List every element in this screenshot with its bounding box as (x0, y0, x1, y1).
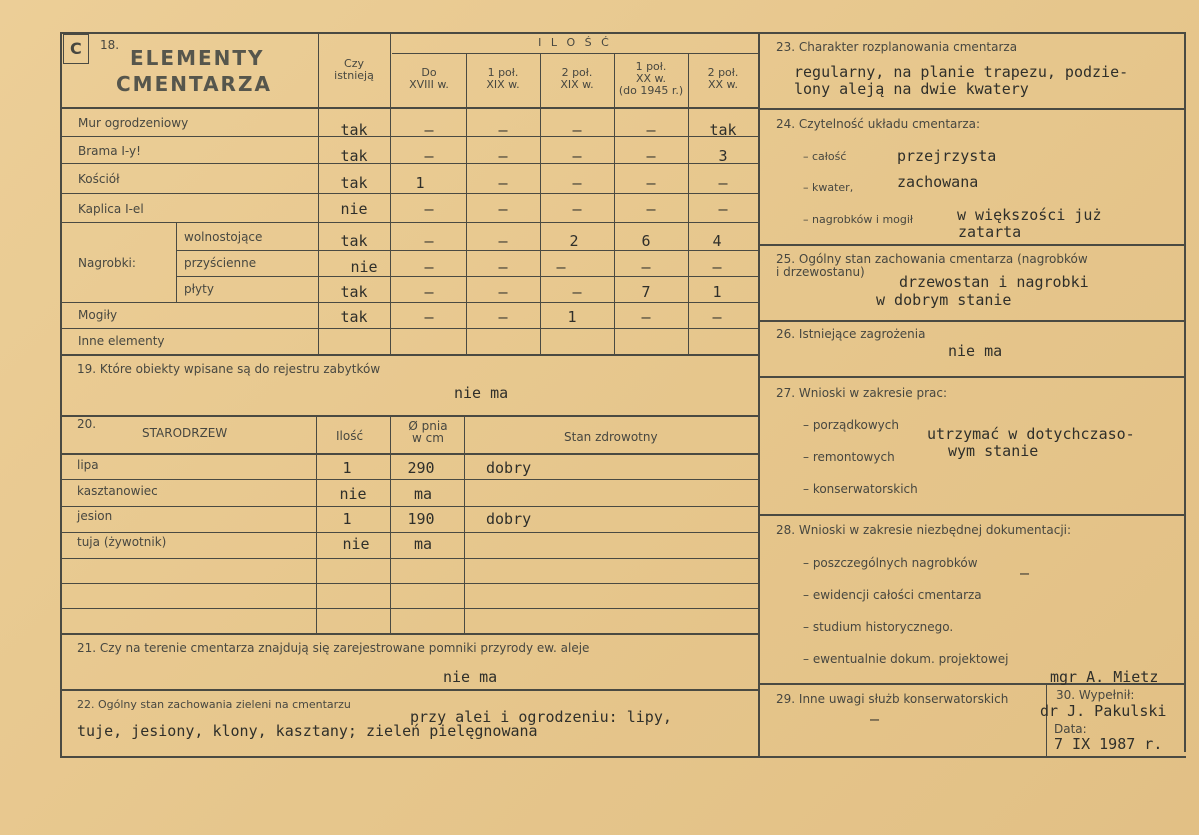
s26-bottom (758, 376, 1186, 378)
cell-value: – (646, 121, 656, 139)
row-label-wolnostojace: wolnostojące (184, 230, 263, 244)
s19-label: 19. Które obiekty wpisane są do rejestru zabytków (77, 362, 381, 376)
tree-name: jesion (77, 509, 113, 523)
tree-diam: ma (413, 485, 433, 503)
s27-value-1: utrzymać w dotychczaso- (927, 425, 1135, 443)
s20-col-ilosc: Ilość (336, 429, 364, 443)
s20-title: STARODRZEW (142, 426, 228, 440)
row-label-inne: Inne elementy (78, 334, 165, 348)
s30-date-label: Data: (1054, 722, 1087, 736)
cell-value: – (424, 200, 434, 218)
cell-exists: tak (340, 283, 368, 301)
s27-item: – remontowych (803, 450, 895, 464)
cell-exists: tak (340, 121, 368, 139)
s20-number: 20. (77, 417, 97, 431)
cell-exists: tak (340, 308, 368, 326)
s20-header-bottom (60, 453, 758, 455)
s20-row-line (60, 558, 758, 559)
tree-name: lipa (77, 458, 99, 472)
cell-value: 2 (569, 232, 579, 250)
s27-item: – konserwatorskich (803, 482, 918, 496)
section-18-title-2: CMENTARZA (116, 72, 272, 96)
cell-value: – (641, 258, 651, 276)
cell-value: – (424, 232, 434, 250)
s24-bottom (758, 244, 1186, 246)
tree-qty: nie (339, 485, 367, 503)
s27-bottom (758, 514, 1186, 516)
cell-value: – (712, 258, 722, 276)
cell-value: – (572, 147, 582, 165)
s24-item-label: – kwater, (803, 181, 854, 194)
cell-value: 4 (712, 232, 722, 250)
frame-right (1184, 32, 1186, 752)
cell-value: – (424, 121, 434, 139)
cell-value: – (424, 283, 434, 301)
row-label-kosciol: Kościół (78, 172, 120, 186)
cell-value: – (424, 147, 434, 165)
cell-value: 1 (712, 283, 722, 301)
row-label-nagrobki: Nagrobki: (78, 256, 136, 270)
cell-value: – (712, 308, 722, 326)
row-label-mur: Mur ogrodzeniowy (78, 116, 189, 130)
s22-value-1: przy alei i ogrodzeniu: lipy, (410, 708, 672, 726)
section-18-title-1: ELEMENTY (130, 46, 265, 70)
cell-value: – (646, 200, 656, 218)
s20-row-line (60, 608, 758, 609)
cell-exists: tak (340, 174, 368, 192)
s27-item: – porządkowych (803, 418, 899, 432)
tree-name: kasztanowiec (77, 484, 158, 498)
row-line (60, 193, 758, 194)
s23-label: 23. Charakter rozplanowania cmentarza (776, 40, 1018, 54)
s30-name-2: dr J. Pakulski (1040, 702, 1167, 720)
s21-label: 21. Czy na terenie cmentarza znajdują się zarejestrowane pomniki przyrody ew. aleje (77, 641, 590, 655)
s22-value-2: tuje, jesiony, klony, kasztany; zieleń pielęgnowana (77, 722, 538, 740)
cell-exists: tak (340, 147, 368, 165)
s28-item: – studium historycznego. (803, 620, 954, 634)
period-2: 1 poł. XIX w. (486, 66, 520, 91)
nagrobki-sub-line (176, 222, 177, 302)
frame-middle (758, 32, 760, 758)
cell-value: – (498, 258, 508, 276)
s20-col-line (464, 415, 465, 634)
cell-value: – (718, 174, 728, 192)
s24-item-label: – całość (803, 150, 847, 163)
period-1: Do XVIII w. (409, 66, 449, 91)
s27-value-2: wym stanie (948, 442, 1039, 460)
s20-row-line (60, 532, 758, 533)
frame-left (60, 32, 62, 758)
row-line (176, 250, 758, 251)
cell-value: – (424, 258, 434, 276)
s29-label: 29. Inne uwagi służb konserwatorskich (776, 692, 1009, 706)
cell-exists: tak (340, 232, 368, 250)
s21-value: nie ma (443, 668, 498, 686)
s26-value: nie ma (948, 342, 1003, 360)
cell-value: – (572, 174, 582, 192)
s25-label-2: i drzewostanu) (776, 265, 865, 279)
cell-value: – (718, 200, 728, 218)
s22-label: 22. Ogólny stan zachowania zieleni na cmentarzu (77, 698, 351, 711)
row-label-plyty: płyty (184, 282, 214, 296)
s25-bottom (758, 320, 1186, 322)
cell-value: – (498, 232, 508, 250)
s25-label-1: 25. Ogólny stan zachowania cmentarza (nagrobków (776, 252, 1088, 266)
s20-row-line (60, 583, 758, 584)
row-line (176, 276, 758, 277)
row-label-mogily: Mogiły (78, 308, 118, 322)
s25-value-2: w dobrym stanie (876, 291, 1012, 309)
cell-value: – (572, 283, 582, 301)
period-5: 2 poł. XX w. (707, 66, 739, 91)
cell-value: 3 (718, 147, 728, 165)
cell-value: 1 (567, 308, 577, 326)
col-czy-istnieja: Czy istnieją (334, 57, 374, 82)
s21-bottom (60, 689, 758, 691)
s20-bottom (60, 633, 758, 635)
cell-value: – (556, 258, 566, 276)
section-18-number: 18. (100, 38, 120, 52)
s30-name-1: mgr A. Mietz (1050, 668, 1159, 686)
s30-date: 7 IX 1987 r. (1054, 735, 1163, 753)
cell-exists: nie (340, 200, 368, 218)
s24-value-extra: zatarta (958, 223, 1022, 241)
cell-value: – (498, 283, 508, 301)
cell-value: – (572, 121, 582, 139)
s24-label: 24. Czytelność układu cmentarza: (776, 117, 981, 131)
cell-value: – (572, 200, 582, 218)
s28-item: – poszczególnych nagrobków (803, 556, 978, 570)
header-bottom-line (60, 107, 758, 109)
s20-row-line (60, 479, 758, 480)
period-3: 2 poł. XIX w. (560, 66, 594, 91)
cell-value: – (498, 147, 508, 165)
row-line (60, 328, 758, 329)
s30-label: 30. Wypełnił: (1056, 688, 1135, 702)
s26-label: 26. Istniejące zagrożenia (776, 327, 926, 341)
row-label-przyscienne: przyścienne (184, 256, 257, 270)
row-line (60, 302, 758, 303)
tree-qty: 1 (342, 510, 352, 528)
s20-row-line (60, 506, 758, 507)
cell-value: tak (709, 121, 737, 139)
row-line (60, 222, 758, 223)
s24-item-value: przejrzysta (897, 147, 997, 165)
row-label-kaplica: Kaplica I-el (78, 202, 144, 216)
cell-value: – (646, 174, 656, 192)
tree-qty: nie (342, 535, 370, 553)
cell-value: 6 (641, 232, 651, 250)
s23-value-1: regularny, na planie trapezu, podzie- (794, 63, 1129, 81)
s27-label: 27. Wnioski w zakresie prac: (776, 386, 948, 400)
cell-value: – (498, 308, 508, 326)
cell-value: – (498, 121, 508, 139)
s28-item: – ewentualnie dokum. projektowej (803, 652, 1009, 666)
s24-item-label: – nagrobków i mogił (803, 213, 914, 226)
ilosc-underline (392, 53, 758, 54)
badge-c (63, 34, 89, 64)
tree-diam: 290 (407, 459, 435, 477)
cell-value: 1 (415, 174, 425, 192)
cell-exists: nie (350, 258, 378, 276)
s29-value: – (870, 710, 880, 728)
period-4: 1 poł. XX w. (do 1945 r.) (618, 60, 684, 97)
s24-item-value: zachowana (897, 173, 979, 191)
s28-value: – (1020, 564, 1030, 582)
tree-qty: 1 (342, 459, 352, 477)
s24-item-value: w większości już (957, 206, 1102, 224)
s25-value-1: drzewostan i nagrobki (899, 273, 1089, 291)
s20-col-fi: Ø pnia w cm (408, 419, 448, 445)
cell-value: – (646, 147, 656, 165)
frame-top (60, 32, 1186, 34)
cell-value: – (641, 308, 651, 326)
tree-diam: ma (413, 535, 433, 553)
s20-col-stan: Stan zdrowotny (564, 430, 658, 444)
cell-value: – (498, 174, 508, 192)
s23-value-2: lony aleją na dwie kwatery (794, 80, 1029, 98)
cell-value: – (498, 200, 508, 218)
cell-value: 7 (641, 283, 651, 301)
frame-bottom-left (60, 756, 758, 758)
tree-state: dobry (486, 459, 532, 477)
row-label-brama: Brama I-y! (78, 144, 141, 158)
s23-bottom (758, 108, 1186, 110)
s19-value: nie ma (454, 384, 509, 402)
cell-value: – (424, 308, 434, 326)
tree-state: dobry (486, 510, 532, 528)
tree-name: tuja (żywotnik) (77, 535, 167, 549)
s28-label: 28. Wnioski w zakresie niezbędnej dokumentacji: (776, 523, 1072, 537)
tree-diam: 190 (407, 510, 435, 528)
frame-bottom-right (758, 756, 1186, 758)
badge-letter: C (70, 39, 82, 58)
table-18-bottom (60, 354, 758, 356)
s28-item: – ewidencji całości cmentarza (803, 588, 982, 602)
col-ilosc: I L O Ś Ć (538, 36, 612, 49)
s19-bottom (60, 415, 758, 417)
